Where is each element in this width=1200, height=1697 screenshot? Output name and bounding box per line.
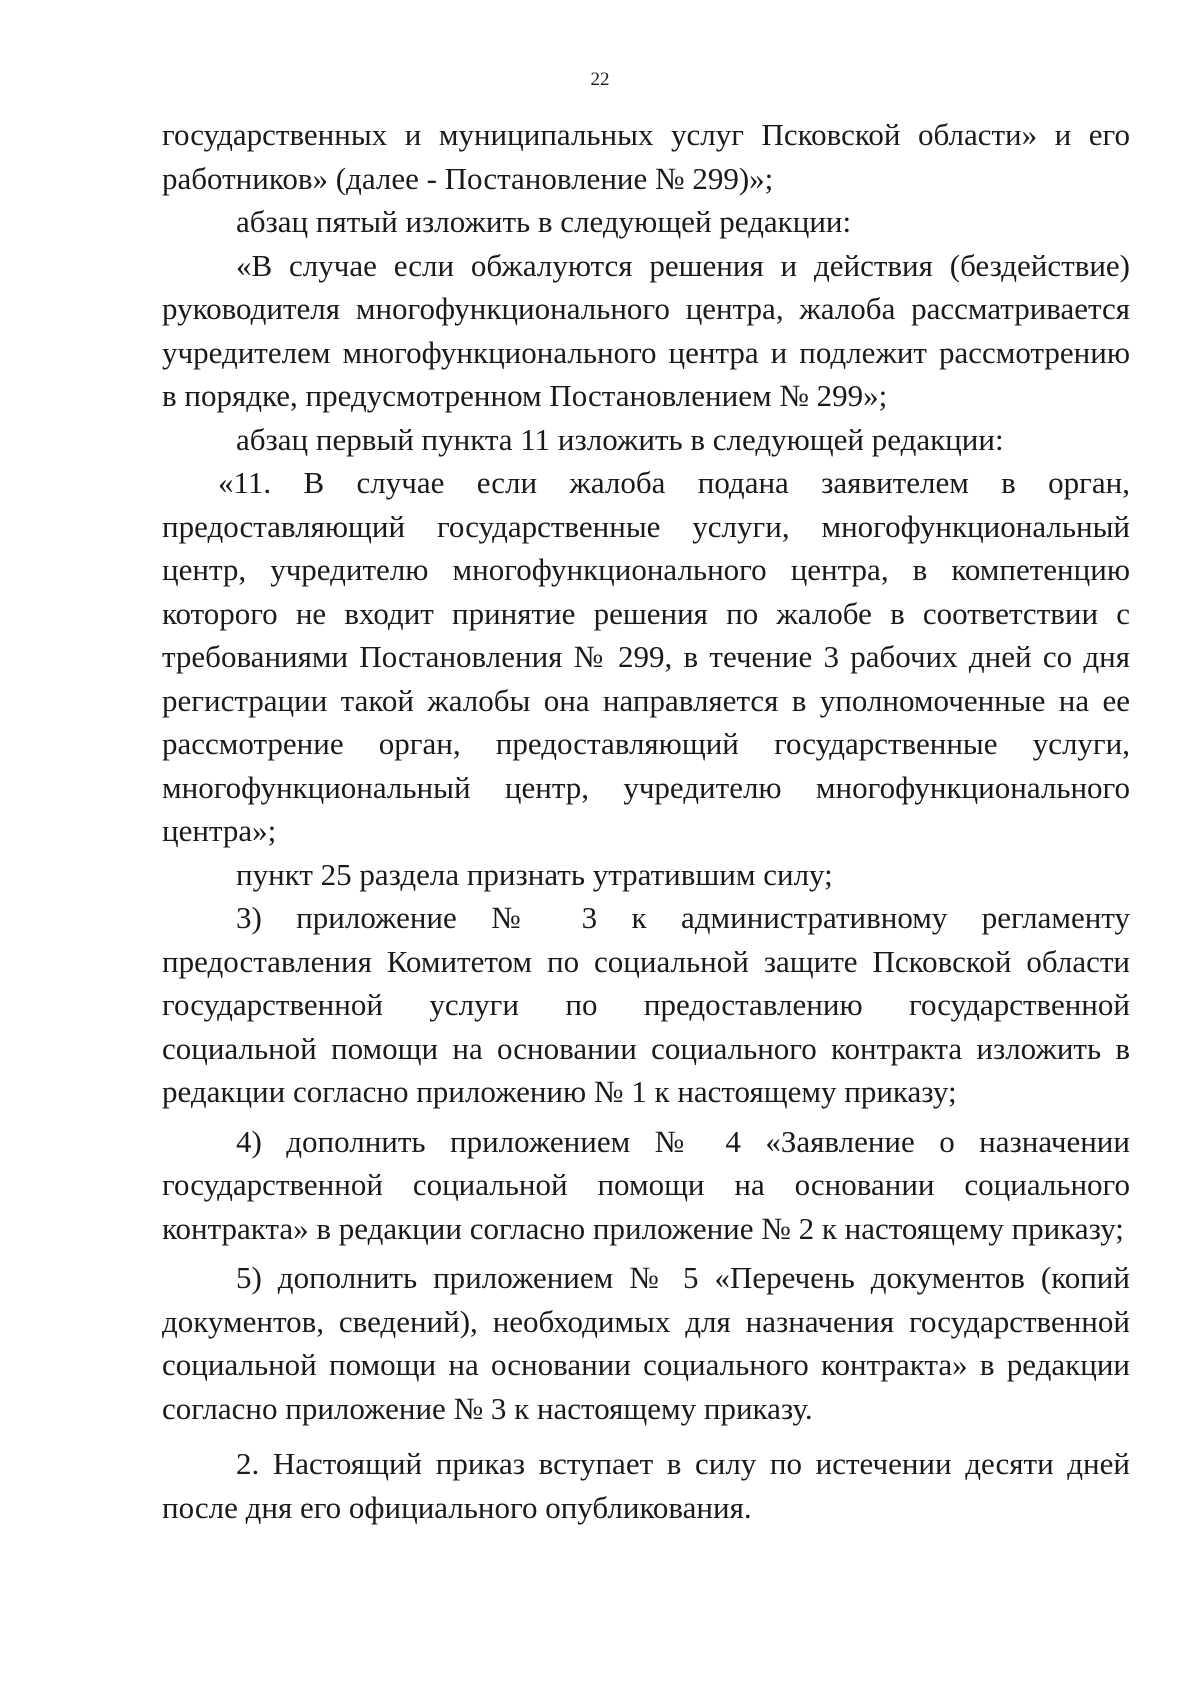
paragraph-item-5: 5) дополнить приложением № 5 «Перечень документов (копий документов, сведений), необходимых для назначения государственной социальной помощи на основании социального контракта» в редакции согласно приложение № 3 к настоящему приказу.	[162, 1260, 1130, 1426]
paragraph-punkt-25: пункт 25 раздела признать утратившим силу;	[236, 856, 833, 892]
page-number: 22	[590, 69, 610, 90]
paragraph-quote-punkt-11: «11. В случае если жалоба подана заявителем в орган, предоставляющий государственные услуги, многофункциональный центр, учредителю многофункционального центра, в компетенцию которого не входит принятие решения по жалобе в соответствии с требованиями Постановления № 299, в течение 3 рабочих дней со дня регистрации такой жалобы она направляется в уполномоченные на ее рассмотрение орган, предоставляющий государственные услуги, многофункциональный центр, учредителю многофункционального центра»;	[162, 465, 1130, 848]
document-body	[162, 113, 1130, 1529]
paragraph-abzac-pyatyi: абзац пятый изложить в следующей редакции:	[236, 204, 852, 239]
paragraph-item-4: 4) дополнить приложением № 4 «Заявление о назначении государственной социальной помощи на основании социального контракта» в редакции согласно приложение № 2 к настоящему приказу;	[162, 1123, 1130, 1246]
paragraph-abzac-pervyi: абзац первый пункта 11 изложить в следующей редакции:	[236, 421, 1004, 457]
paragraph-continuation: государственных и муниципальных услуг Псковской области» и его работников» (далее - Постановление № 299)»;	[162, 117, 1130, 196]
paragraph-item-3: 3) приложение № 3 к административному регламенту предоставления Комитетом по социальной защите Псковской области государственной услуги по предоставлению государственной социальной помощи на основании социального контракта изложить в редакции согласно приложению № 1 к настоящему приказу;	[162, 900, 1130, 1109]
paragraph-item-2-effective: 2. Настоящий приказ вступает в силу по истечении десяти дней после дня его официального опубликования.	[162, 1446, 1130, 1525]
paragraph-quote-obzhalovanie: «В случае если обжалуются решения и действия (бездействие) руководителя многофункционального центра, жалоба рассматривается учредителем многофункционального центра и подлежит рассмотрению в порядке, предусмотренном Постановлением № 299»;	[162, 247, 1130, 413]
